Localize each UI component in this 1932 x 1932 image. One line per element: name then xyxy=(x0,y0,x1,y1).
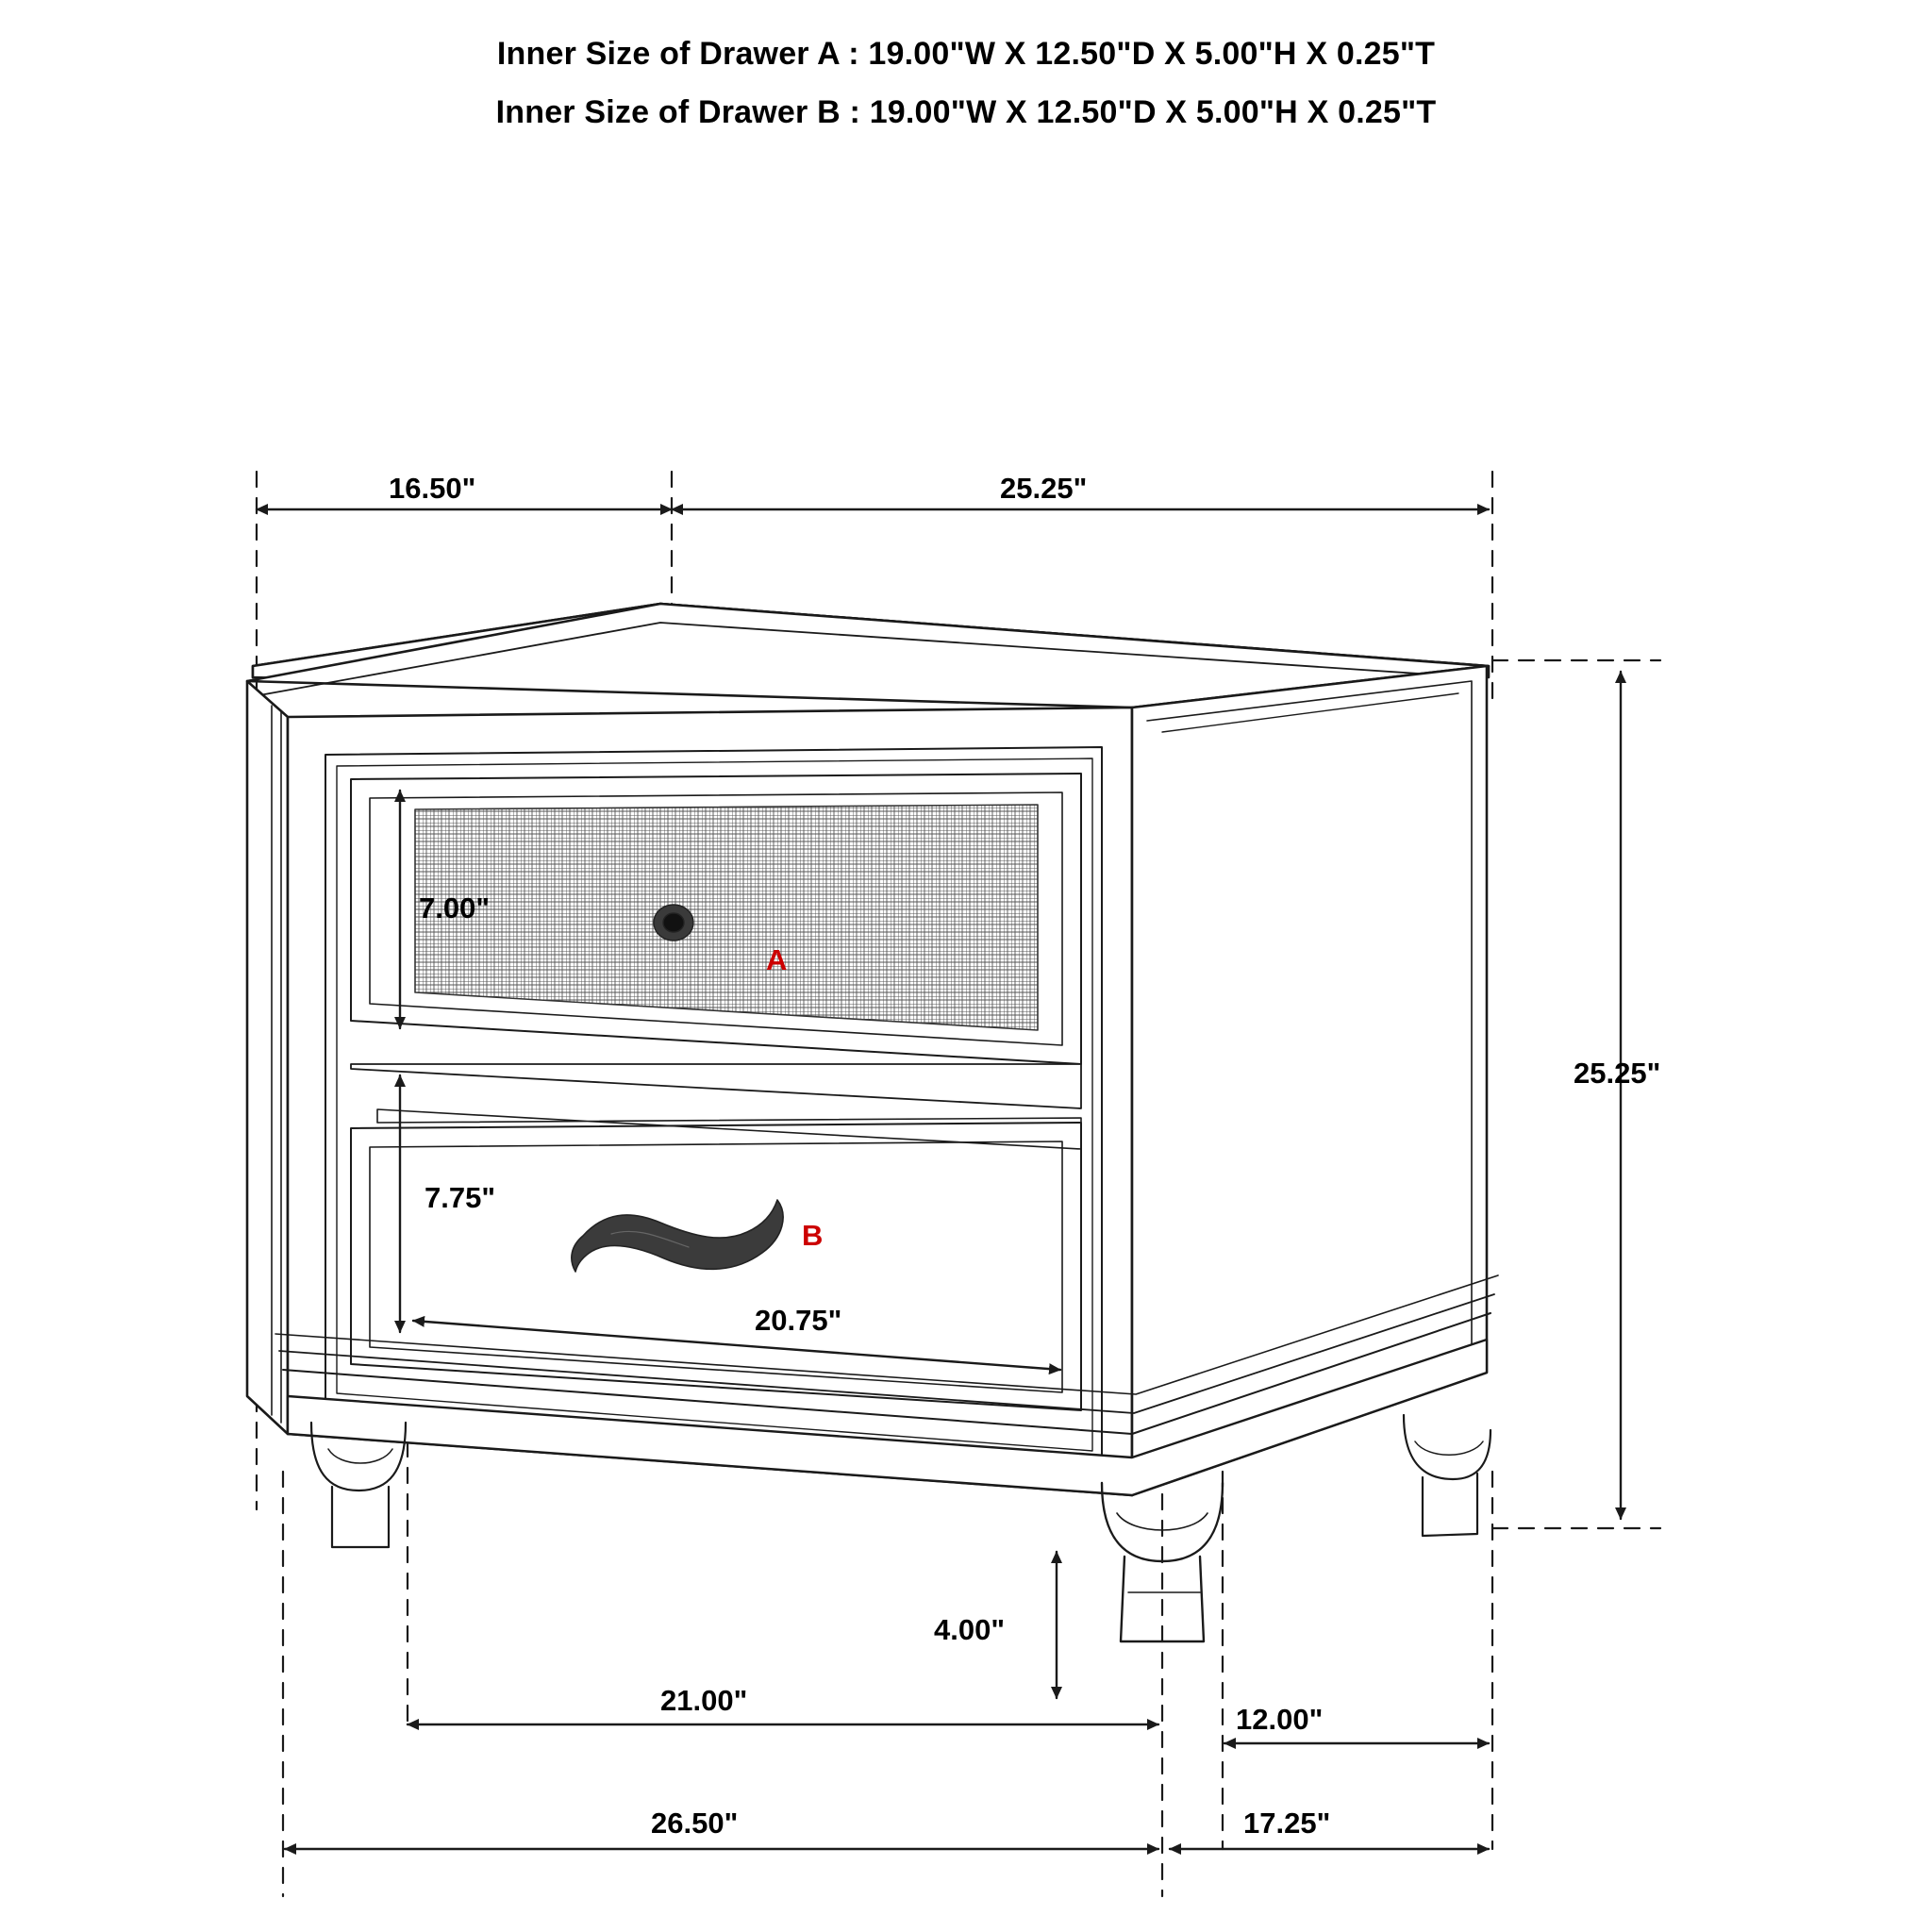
dim-label-overall-width: 26.50" xyxy=(651,1807,739,1840)
dim-label-front-inner-width: 21.00" xyxy=(660,1684,748,1717)
dim-label-side-inner-depth: 12.00" xyxy=(1236,1703,1324,1736)
dim-label-top-left-depth: 16.50" xyxy=(389,472,476,505)
dim-label-drawer-b-height: 7.75" xyxy=(425,1181,496,1214)
dim-label-top-right-width: 25.25" xyxy=(1000,472,1088,505)
dim-label-overall-depth: 17.25" xyxy=(1243,1807,1331,1840)
drawer-a-tag: A xyxy=(766,943,788,976)
dim-label-overall-height: 25.25" xyxy=(1574,1057,1661,1090)
dim-label-leg-height: 4.00" xyxy=(934,1613,1006,1646)
dim-label-drawer-a-height: 7.00" xyxy=(419,891,491,924)
drawer-a-inner-size-text: Inner Size of Drawer A : 19.00"W X 12.50"D X 5.00"H X 0.25"T xyxy=(496,36,1436,72)
drawer-b-tag: B xyxy=(802,1219,824,1252)
dim-label-drawer-b-width: 20.75" xyxy=(755,1304,842,1337)
drawer-b-inner-size-text: Inner Size of Drawer B : 19.00"W X 12.50"D X 5.00"H X 0.25"T xyxy=(495,94,1437,130)
